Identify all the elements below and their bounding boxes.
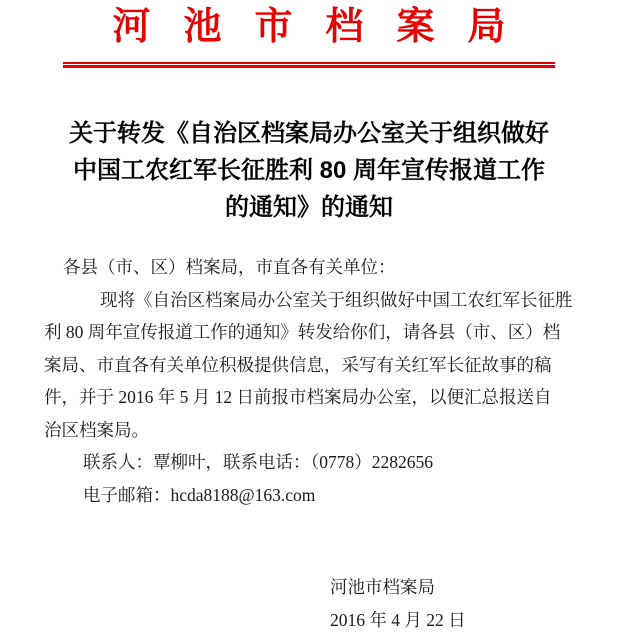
document-title-line-3: 的通知》的通知 — [225, 194, 393, 221]
document-title-line-2: 中国工农红军长征胜利 80 周年宣传报道工作 — [72, 157, 546, 184]
paragraph-line-5: 治区档案局。 — [44, 419, 149, 440]
contact-email-line: 电子邮箱：hcda8188@163.com — [83, 484, 316, 505]
document-title — [0, 115, 618, 226]
signature-org: 河池市档案局 — [330, 577, 435, 597]
letterhead-divider-line — [63, 62, 555, 68]
contact-person-line: 联系人：覃柳叶，联系电话：（0778）2282656 — [83, 452, 433, 472]
paragraph-line-2: 利 80 周年宣传报道工作的通知》转发给你们，请各县（市、区）档 — [44, 322, 561, 342]
agency-name: 河池市档案局 — [112, 6, 539, 48]
paragraph-line-1: 现将《自治区档案局办公室关于组织做好中国工农红军长征胜 — [100, 289, 573, 310]
signature-date: 2016 年 4 月 22 日 — [330, 610, 466, 630]
document-title-line-1: 关于转发《自治区档案局办公室关于组织做好 — [69, 120, 549, 147]
document-letterhead — [0, 0, 618, 68]
document-body — [0, 251, 618, 511]
signature-block — [0, 571, 618, 632]
salutation-line: 各县（市、区）档案局，市直各有关单位： — [63, 257, 396, 277]
paragraph-line-3: 案局、市直各有关单位积极提供信息，采写有关红军长征故事的稿 — [44, 354, 552, 375]
paragraph-line-4: 件，并于 2016 年 5 月 12 日前报市档案局办公室，以便汇总报送自 — [44, 387, 552, 407]
